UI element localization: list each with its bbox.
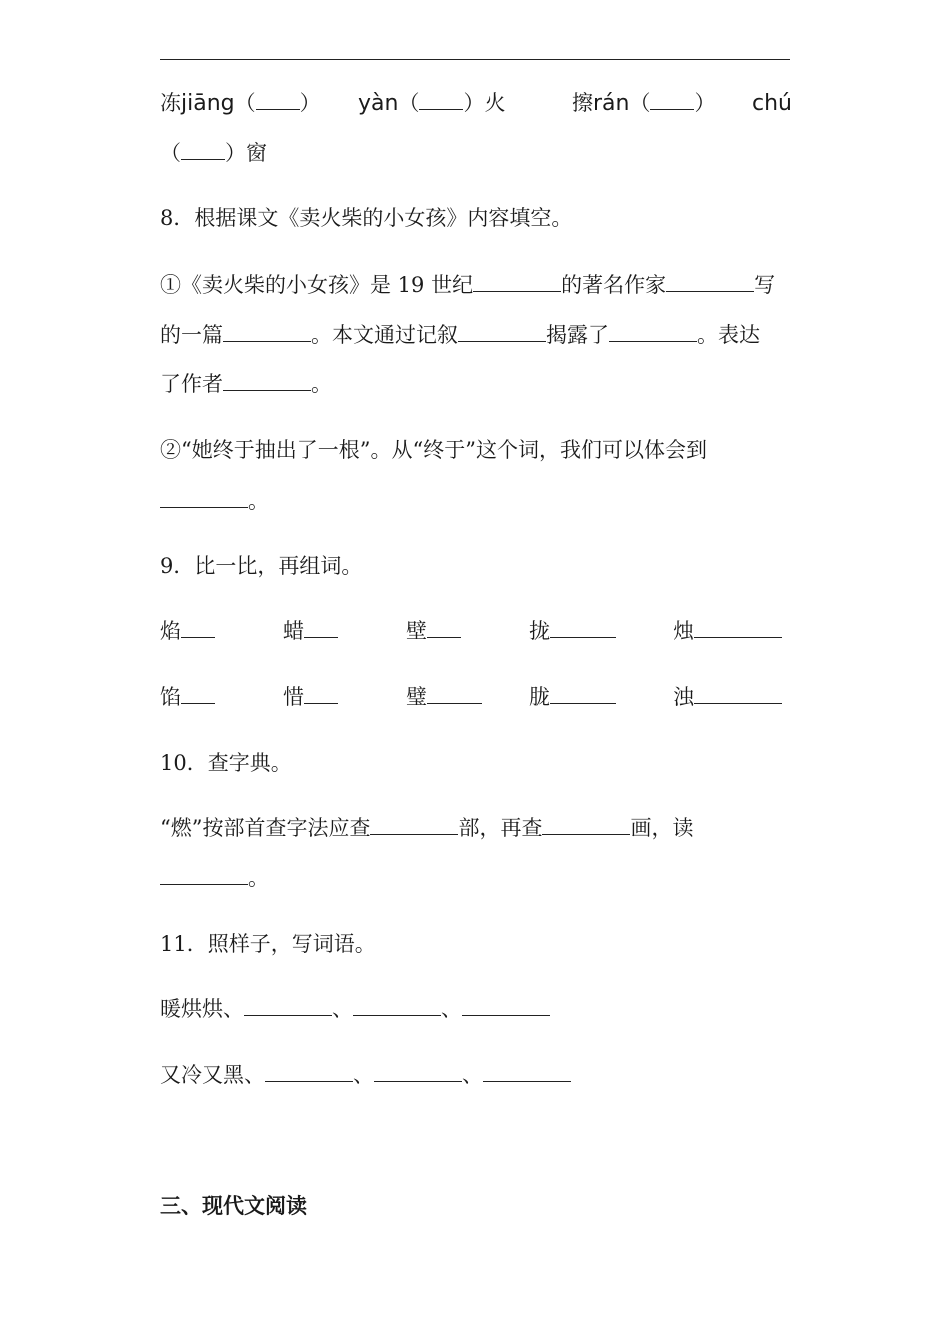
pinyin-item-2 [358, 88, 505, 119]
section-3-heading: 三、现代文阅读 [160, 1194, 307, 1218]
text-span: 画，读 [630, 816, 694, 840]
worksheet-page [160, 0, 790, 1344]
compare-word-9 [529, 682, 616, 712]
answer-blank[interactable] [181, 684, 215, 704]
separator: 、 [462, 1063, 483, 1087]
text-span: 的一篇 [160, 323, 223, 347]
answer-blank[interactable] [304, 684, 338, 704]
question-11-line-2 [160, 1060, 571, 1090]
question-11-line-1 [160, 994, 550, 1024]
answer-blank[interactable] [160, 488, 248, 508]
pinyin-text: jiāng [181, 91, 235, 116]
pinyin-item-1 [160, 88, 321, 119]
question-10-line-2 [160, 863, 269, 893]
compare-word-6 [160, 682, 215, 712]
top-rule [160, 59, 790, 60]
pinyin-item-prefix: 冻 [160, 91, 181, 115]
text-span: 写 [754, 273, 776, 297]
pinyin-item-4-cont [160, 138, 267, 168]
answer-blank[interactable] [160, 865, 248, 885]
answer-blank[interactable] [353, 996, 441, 1016]
answer-blank[interactable] [427, 684, 482, 704]
text-span: 部，再查 [458, 816, 543, 840]
answer-blank[interactable] [223, 322, 311, 342]
paren-close: ） [694, 91, 716, 115]
answer-blank[interactable] [550, 618, 616, 638]
separator: 、 [332, 997, 353, 1021]
example-word: 又冷又黑、 [160, 1063, 265, 1087]
question-10-line-1 [160, 813, 693, 843]
pinyin-item-4 [752, 88, 792, 119]
text-span: 。 [311, 372, 332, 396]
question-8-line-1 [160, 270, 775, 300]
answer-blank[interactable] [650, 90, 694, 110]
text-span: 。 [248, 489, 269, 513]
answer-blank[interactable] [256, 90, 300, 110]
paren-close: ） [225, 141, 246, 165]
answer-blank[interactable] [542, 815, 630, 835]
compare-word-2 [283, 616, 338, 646]
compare-word-1 [160, 616, 215, 646]
pinyin-item-suffix: 窗 [246, 141, 267, 165]
paren-close: ） [463, 91, 485, 115]
compare-char: 胧 [529, 685, 550, 709]
text-span: 。本文通过记叙 [311, 323, 458, 347]
answer-blank[interactable] [223, 371, 311, 391]
answer-blank[interactable] [483, 1062, 571, 1082]
text-span: 。 [248, 866, 269, 890]
pinyin-item-prefix: 擦 [572, 91, 593, 115]
compare-word-5 [673, 616, 782, 646]
answer-blank[interactable] [462, 996, 550, 1016]
answer-blank[interactable] [181, 140, 225, 160]
question-8-line-4: ②“她终于抽出了一根”。从“终于”这个词，我们可以体会到 [160, 438, 707, 462]
answer-blank[interactable] [666, 272, 754, 292]
answer-blank[interactable] [427, 618, 461, 638]
answer-blank[interactable] [609, 322, 697, 342]
compare-char: 惜 [283, 685, 304, 709]
answer-blank[interactable] [694, 684, 782, 704]
compare-char: 浊 [673, 685, 694, 709]
separator: 、 [441, 997, 462, 1021]
answer-blank[interactable] [181, 618, 215, 638]
question-8-title: 8．根据课文《卖火柴的小女孩》内容填空。 [160, 206, 573, 230]
compare-word-7 [283, 682, 338, 712]
pinyin-item-suffix: 火 [484, 91, 506, 115]
text-span: 的著名作家 [561, 273, 667, 297]
answer-blank[interactable] [304, 618, 338, 638]
text-span: “燃”按部首查字法应查 [160, 816, 371, 840]
paren-open: （ [160, 141, 181, 165]
compare-char: 壁 [406, 619, 427, 643]
text-span: 了作者 [160, 372, 223, 396]
compare-char: 璧 [406, 685, 427, 709]
pinyin-text: yàn [358, 91, 399, 116]
answer-blank[interactable] [550, 684, 616, 704]
compare-word-3 [406, 616, 461, 646]
pinyin-text: chú [752, 91, 792, 116]
answer-blank[interactable] [265, 1062, 353, 1082]
question-9-title: 9．比一比，再组词。 [160, 554, 363, 578]
question-11-title: 11．照样子，写词语。 [160, 932, 376, 956]
answer-blank[interactable] [370, 815, 458, 835]
separator: 、 [353, 1063, 374, 1087]
text-span: ①《卖火柴的小女孩》是 19 世纪 [160, 273, 474, 297]
pinyin-text: rán [593, 91, 630, 116]
compare-char: 烛 [673, 619, 694, 643]
compare-word-8 [406, 682, 482, 712]
paren-close: ） [299, 91, 321, 115]
answer-blank[interactable] [419, 90, 463, 110]
pinyin-item-3 [572, 88, 715, 119]
question-8-line-5 [160, 486, 269, 516]
question-8-line-2 [160, 320, 760, 350]
example-word: 暖烘烘、 [160, 997, 244, 1021]
compare-char: 焰 [160, 619, 181, 643]
question-8-line-3 [160, 369, 332, 399]
answer-blank[interactable] [244, 996, 332, 1016]
paren-open: （ [398, 91, 420, 115]
text-span: 揭露了 [546, 323, 609, 347]
answer-blank[interactable] [374, 1062, 462, 1082]
compare-word-10 [673, 682, 782, 712]
paren-open: （ [629, 91, 651, 115]
question-10-title: 10．查字典。 [160, 751, 292, 775]
answer-blank[interactable] [694, 618, 782, 638]
compare-char: 蜡 [283, 619, 304, 643]
answer-blank[interactable] [473, 272, 561, 292]
answer-blank[interactable] [458, 322, 546, 342]
text-span: 。表达 [697, 323, 760, 347]
compare-word-4 [529, 616, 616, 646]
compare-char: 拢 [529, 619, 550, 643]
paren-open: （ [234, 91, 256, 115]
compare-char: 馅 [160, 685, 181, 709]
